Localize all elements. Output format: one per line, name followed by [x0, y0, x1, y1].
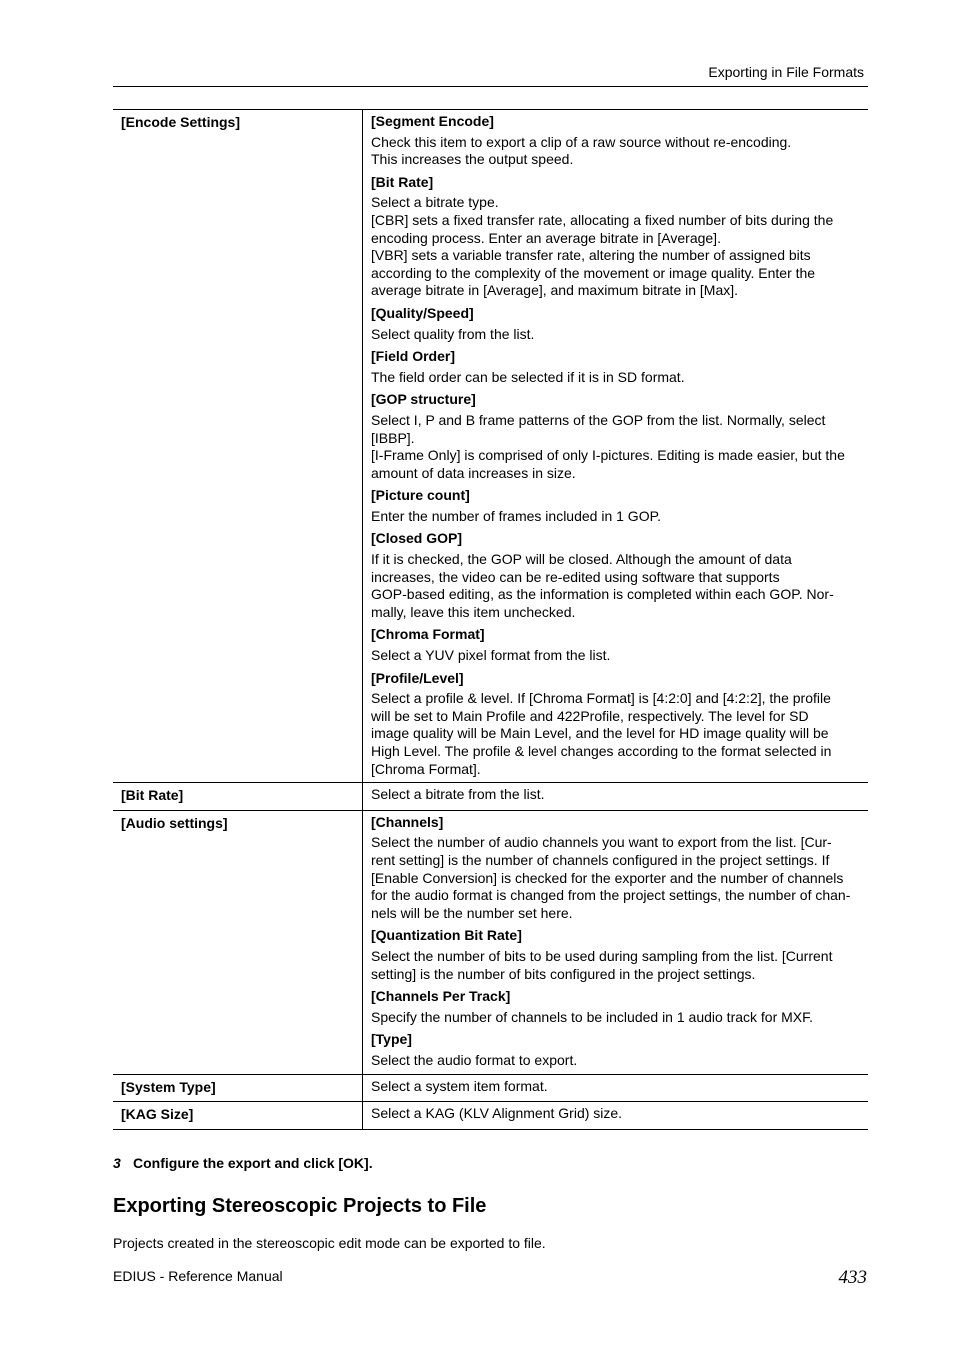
- step-instruction: [113, 1155, 373, 1171]
- setting-item-text: Select the number of audio channels you want to export from the list. [Cur-: [371, 834, 832, 851]
- setting-item-text: Select quality from the list.: [371, 325, 535, 342]
- setting-item-title: [Quantization Bit Rate]: [371, 927, 522, 944]
- setting-item: [371, 1031, 860, 1069]
- setting-item-title: [Profile/Level]: [371, 669, 464, 686]
- step-text: Configure the export and click [OK].: [133, 1155, 373, 1171]
- row-label: [Bit Rate]: [113, 783, 363, 811]
- setting-item-title: [Quality/Speed]: [371, 304, 474, 321]
- setting-item-text: High Level. The profile & level changes according to the format selected in: [371, 743, 832, 759]
- setting-item: [371, 487, 860, 525]
- step-number: 3: [113, 1155, 121, 1171]
- setting-item-title: [Segment Encode]: [371, 113, 494, 129]
- setting-item: [371, 626, 860, 664]
- setting-item-text: mally, leave this item unchecked.: [371, 603, 576, 620]
- row-label: [System Type]: [113, 1074, 363, 1102]
- table-row: [113, 110, 868, 783]
- setting-item-title: [Field Order]: [371, 348, 456, 365]
- row-label: [Audio settings]: [113, 810, 363, 1074]
- setting-item-text: Check this item to export a clip of a raw source without re-encoding.: [371, 133, 792, 150]
- row-content: [363, 810, 869, 1074]
- setting-item: [371, 1078, 860, 1096]
- setting-item-text: Select a profile & level. If [Chroma Format] is [4:2:0] and [4:2:2], the profile: [371, 690, 831, 707]
- row-label: [KAG Size]: [113, 1102, 363, 1130]
- row-content: [363, 1074, 869, 1102]
- setting-item-text: Enter the number of frames included in 1 GOP.: [371, 507, 662, 524]
- setting-item: [371, 530, 860, 621]
- table-row: [113, 783, 868, 811]
- header-title: Exporting in File Formats: [708, 64, 864, 80]
- section-title: Exporting Stereoscopic Projects to File: [113, 1195, 487, 1217]
- setting-item: [371, 391, 860, 482]
- setting-item-text: [Enable Conversion] is checked for the exporter and the number of channels: [371, 869, 844, 886]
- row-label: [Encode Settings]: [113, 110, 363, 783]
- setting-item: [371, 305, 860, 343]
- row-content: [363, 1102, 869, 1130]
- setting-item-title: [Channels]: [371, 813, 444, 830]
- setting-item-text: nels will be the number set here.: [371, 904, 573, 921]
- setting-item-title: [Closed GOP]: [371, 530, 463, 547]
- setting-item-text: GOP-based editing, as the information is completed within each GOP. Nor-: [371, 586, 834, 603]
- setting-item-text: Select I, P and B frame patterns of the GOP from the list. Normally, select: [371, 411, 826, 428]
- setting-item: [371, 814, 860, 923]
- page-header: [113, 62, 868, 87]
- setting-item-text: If it is checked, the GOP will be closed. Although the amount of data: [371, 551, 792, 568]
- setting-item-text: [Chroma Format].: [371, 760, 481, 777]
- setting-item-text: image quality will be Main Level, and the level for HD image quality will be: [371, 725, 829, 742]
- setting-item-title: [Bit Rate]: [371, 173, 434, 190]
- setting-item-text: The field order can be selected if it is in SD format.: [371, 368, 685, 385]
- table-row: [113, 1074, 868, 1102]
- setting-item-text: Select the number of bits to be used during sampling from the list. [Current: [371, 947, 833, 964]
- footer-manual-title: EDIUS - Reference Manual: [113, 1268, 283, 1284]
- setting-item-text: [VBR] sets a variable transfer rate, altering the number of assigned bits: [371, 247, 811, 264]
- setting-item: [371, 988, 860, 1026]
- setting-item: [371, 174, 860, 300]
- setting-item-title: [Type]: [371, 1031, 412, 1048]
- setting-item-text: Select a system item format.: [371, 1077, 548, 1094]
- setting-item-text: rent setting] is the number of channels configured in the project settings. If: [371, 851, 830, 868]
- setting-item-text: according to the complexity of the movement or image quality. Enter the: [371, 264, 816, 281]
- setting-item-text: Select a bitrate from the list.: [371, 786, 545, 803]
- setting-item: [371, 348, 860, 386]
- setting-item: [371, 927, 860, 983]
- section-body: Projects created in the stereoscopic edit mode can be exported to file.: [113, 1235, 546, 1251]
- setting-item-text: for the audio format is changed from the project settings, the number of chan-: [371, 887, 851, 904]
- settings-table: [113, 109, 868, 1130]
- setting-item-text: Select a bitrate type.: [371, 194, 499, 211]
- setting-item-text: setting] is the number of bits configured in the project settings.: [371, 965, 756, 982]
- setting-item-text: Specify the number of channels to be included in 1 audio track for MXF.: [371, 1008, 814, 1025]
- setting-item: [371, 670, 860, 779]
- row-content: [363, 110, 869, 783]
- setting-item-text: amount of data increases in size.: [371, 464, 576, 481]
- settings-table-body: [113, 110, 868, 1130]
- setting-item-text: [CBR] sets a fixed transfer rate, allocating a fixed number of bits during the: [371, 211, 834, 228]
- setting-item-title: [GOP structure]: [371, 391, 476, 408]
- setting-item-text: average bitrate in [Average], and maximum bitrate in [Max].: [371, 282, 739, 299]
- setting-item-text: increases, the video can be re-edited using software that supports: [371, 568, 780, 585]
- setting-item-title: [Chroma Format]: [371, 626, 485, 643]
- setting-item-text: [I-Frame Only] is comprised of only I-pictures. Editing is made easier, but the: [371, 447, 845, 464]
- setting-item-text: Select a YUV pixel format from the list.: [371, 647, 611, 664]
- setting-item: [371, 1105, 860, 1123]
- setting-item-text: will be set to Main Profile and 422Profile, respectively. The level for SD: [371, 707, 809, 724]
- table-row: [113, 1102, 868, 1130]
- page-number: 433: [838, 1267, 867, 1288]
- setting-item-text: [IBBP].: [371, 429, 415, 446]
- setting-item: [371, 113, 860, 169]
- setting-item-title: [Channels Per Track]: [371, 988, 511, 1005]
- setting-item-title: [Picture count]: [371, 487, 470, 504]
- setting-item-text: Select a KAG (KLV Alignment Grid) size.: [371, 1105, 623, 1122]
- row-content: [363, 783, 869, 811]
- table-row: [113, 810, 868, 1074]
- setting-item-text: Select the audio format to export.: [371, 1051, 578, 1068]
- setting-item: [371, 786, 860, 804]
- setting-item-text: encoding process. Enter an average bitrate in [Average].: [371, 229, 721, 246]
- setting-item-text: This increases the output speed.: [371, 151, 574, 168]
